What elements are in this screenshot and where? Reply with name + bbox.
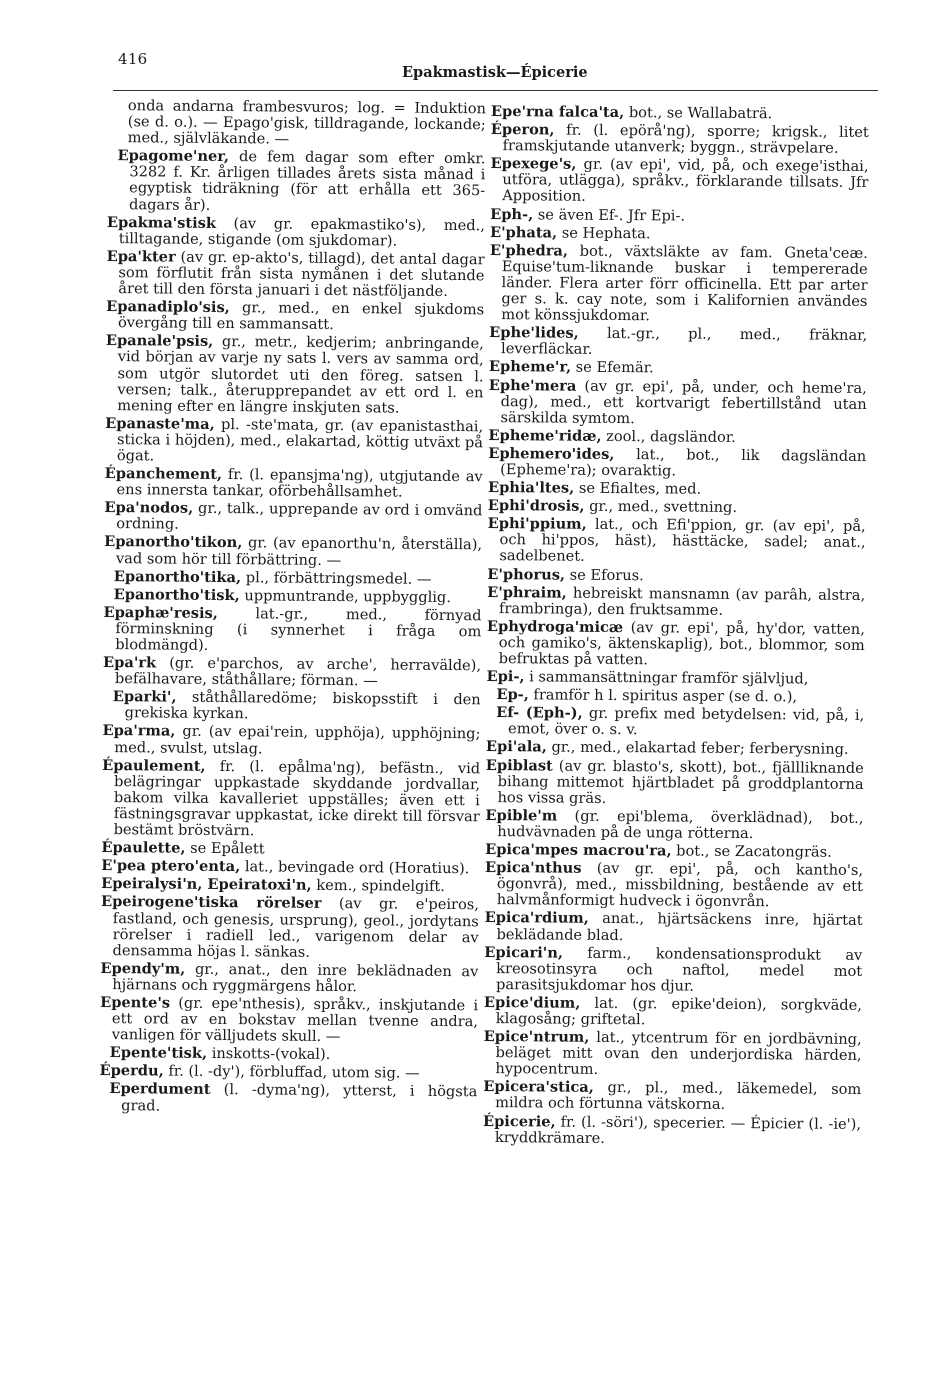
entry-headword: Ephe'mera: [488, 376, 577, 395]
dictionary-entry: [483, 1114, 861, 1149]
dictionary-entry: [487, 567, 865, 586]
entry-definition: gr., talk., upprepande av ord i omvänd ordning.: [116, 500, 483, 533]
dictionary-entry: [103, 605, 481, 657]
dictionary-entry: [488, 498, 866, 517]
dictionary-entry: [487, 516, 865, 567]
entry-definition: i sammansättningar framför självljud,: [524, 668, 809, 688]
dictionary-entry: [100, 995, 478, 1047]
entry-headword: Epicera'stica,: [483, 1078, 594, 1097]
entry-definition: (av gr. ep-akto's, tillagd), det antal dagar som förflutit från sista nymånen i det slutande året till den första januari i det nästföljande.: [118, 248, 485, 301]
entry-definition: se Eforus.: [564, 566, 644, 584]
entry-definition: gr., med., svettning.: [584, 497, 738, 517]
entry-definition: lat.-gr., med., förnyad förminskning (i synnerhet i fråga om blodmängd).: [115, 604, 482, 654]
entry-definition: (av gr. blasto's, skott), bot., fjällliknande bihang mittemot hjärtbladet på groddplantorna hos vissa gräs.: [497, 757, 864, 807]
entry-headword: Epa'nodos,: [104, 499, 194, 518]
dictionary-entry: [101, 876, 479, 895]
entry-definition: zool., dagsländor.: [601, 427, 736, 446]
entry-headword: Ephe'lides,: [489, 324, 579, 342]
entry-headword: Epica'mpes macrou'ra,: [485, 841, 672, 860]
entry-definition: gr., anat., den inre beklädnaden av hjärnans och ryggmärgens hålor.: [112, 960, 479, 996]
entry-definition: gr. prefix med betydelsen: vid, på, i, emot, över o. s. v.: [508, 705, 865, 739]
entry-definition: (l. -dyma'ng), ytterst, i högsta grad.: [121, 1081, 478, 1115]
entry-definition: (gr. e'parchos, av arche', herravälde), befälhavare, ståthållare; förman. —: [114, 654, 482, 690]
entry-definition: uppmuntrande, uppbygglig.: [239, 586, 452, 606]
dictionary-entry: [489, 359, 867, 378]
dictionary-entry: [104, 569, 482, 588]
entry-headword: Epakma'stisk: [106, 213, 217, 232]
header-rule: [113, 90, 878, 91]
entry-definition: (av gr. e'peiros, fastland, och genesis, ursprung), geol., jordytans rörelser i radiell led., varigenom delar av densamma höjas l. sänkas.: [112, 895, 480, 961]
dictionary-entry: [489, 243, 868, 326]
entry-definition: lat., bevingade ord (Horatius).: [240, 858, 470, 878]
entry-headword: Ephi'drosis,: [487, 497, 585, 515]
entry-headword: Epa'rk: [102, 654, 157, 672]
entry-headword: Épaulette,: [101, 839, 186, 857]
dictionary-entry: [489, 325, 867, 360]
entry-headword: E'pea ptero'enta,: [101, 857, 241, 876]
entry-definition: (gr. epi'blema, överklädnad), bot., hudvävnaden på de unga rötterna.: [497, 807, 864, 843]
entry-definition: (av gr. epi', på, under, och heme'ra, dag), med., ett kortvarigt febertillstånd utan särskilda symtom.: [500, 377, 867, 427]
entry-definition: lat., och Efi'ppion, gr. (av epi', på, och hi'ppos, häst), hästtäcke, sadel; anat., sadelbenet.: [499, 516, 866, 566]
entry-definition: fr. (l. epansjma'ng), utgjutande av ens innersta tankar, oförbehållsamhet.: [116, 466, 483, 501]
dictionary-entry: [485, 758, 863, 809]
entry-definition: (av gr. epakmastiko's), med., tilltagande, stigande (om sjukdomar).: [118, 214, 485, 250]
entry-definition: anat., hjärtsäckens inre, hjärtat beklädande blad.: [496, 910, 863, 944]
entry-definition: gr. (av epanorthu'n, återställa), vad som hör till förbättring. —: [115, 534, 483, 569]
entry-definition: gr., med., elakartad feber; ferberysning.: [546, 738, 849, 759]
entry-definition: kem., spindelgift.: [311, 877, 446, 896]
entry-headword: Epeirogene'tiska rörelser: [100, 893, 322, 913]
entry-definition: se Hephata.: [557, 224, 651, 242]
entry-headword: Epica'rdium,: [484, 909, 589, 928]
entry-headword: Epanortho'tika,: [113, 567, 242, 586]
entry-definition: se Efialtes, med.: [574, 479, 702, 498]
dictionary-entry: [488, 446, 866, 481]
entry-headword: Epeiralysi'n, Epeiratoxi'n,: [101, 875, 312, 895]
entry-headword: Épaulement,: [102, 756, 206, 775]
entry-headword: E'phraim,: [487, 583, 567, 602]
entry-definition: gr. (av epi', vid, på, och exege'isthai, utföra, utlägga), språkv., förklarande tillsats. Jfr Apposition.: [502, 155, 869, 206]
dictionary-entry: [484, 910, 862, 945]
entry-headword: Ephydroga'micæ: [486, 617, 624, 636]
entry-definition: framför h l. spiritus asper (se d. o.),: [528, 686, 798, 706]
entry-definition: pl., förbättringsmedel. —: [241, 568, 432, 588]
dictionary-entry: [488, 377, 866, 428]
entry-definition: lat.-gr., pl., med., fräknar, leverfläckar.: [501, 324, 868, 359]
right-column: [483, 104, 869, 1151]
entry-headword: Epheme'r,: [488, 358, 572, 377]
entry-headword: Epheme'ridæ,: [488, 426, 602, 445]
dictionary-entry: [107, 215, 485, 250]
entry-definition: gr., metr., kedjerim; anbringande, vid början av varje ny sats l. vers av samma ord, som utgör slutordet uti den föreg. satsen l. versen; talk., återupprepandet av ett ord l. en mening efter en längre inskjuten sats.: [117, 333, 484, 417]
entry-definition: fr. (l. epålma'ng), befästn., vid belägringar uppkastade skyddande jordvallar, bakom vilka kavalleriet uppställes; även ett i fästningsgravar uppkastat, icke direkt till försvar bestämt bröstvärn.: [113, 757, 481, 840]
entry-definition: gr., med., en enkel sjukdoms övergång till en sammansatt.: [117, 299, 485, 334]
entry-headword: Epiblast: [485, 756, 553, 775]
entry-headword: E'phedra,: [489, 241, 569, 260]
entry-headword: Epicari'n,: [484, 943, 564, 962]
dictionary-entry: [105, 416, 483, 468]
entry-headword: E'phorus,: [487, 565, 566, 584]
page-number: 416: [118, 50, 148, 68]
entry-definition: (gr. epe'nthesis), språkv., inskjutande i ett ord av en bokstav mellan tvenne andra, vanligen för välljudets skull. —: [111, 994, 479, 1046]
dictionary-entry: [485, 808, 863, 843]
entry-headword: Éperon,: [490, 121, 555, 139]
entry-headword: Epice'dium,: [483, 993, 581, 1012]
entry-headword: Epa'rma,: [102, 722, 176, 741]
dictionary-entry: [105, 466, 483, 501]
entry-headword: E'phata,: [489, 223, 558, 242]
dictionary-entry: [491, 104, 869, 123]
dictionary-entry: [104, 500, 482, 535]
running-head: Epakmastisk—Épicerie: [402, 64, 588, 81]
dictionary-entry: [486, 739, 864, 758]
entry-headword: Epanadiplo'sis,: [106, 298, 230, 317]
entry-headword: Eperdument: [109, 1080, 211, 1099]
entry-headword: Epanortho'tikon,: [104, 533, 243, 552]
dictionary-entry: [486, 687, 864, 706]
left-column: [99, 98, 486, 1119]
dictionary-entry: [102, 723, 480, 758]
entry-definition: bot., växtsläkte av fam. Gneta'ceæ. Equise'tum-liknande buskar i tempererade länder. Flera arter förr officinella. Ett par arter ger s. k. cay note, som i Kalifornien användes mot könssjukdomar.: [501, 242, 868, 325]
dictionary-entry: [101, 840, 479, 859]
entry-headword: Epexege's,: [490, 155, 577, 173]
entry-headword: Epanale'psis,: [105, 332, 214, 351]
entry-definition: se Epålett: [185, 839, 265, 858]
dictionary-entry: [487, 585, 865, 620]
dictionary-entry: [486, 705, 864, 740]
dictionary-entry: [483, 1029, 861, 1080]
entry-definition: bot., se Zacatongräs.: [671, 842, 832, 861]
entry-headword: Ephi'ppium,: [487, 515, 587, 534]
entry-headword: Epaphæ'resis,: [103, 603, 218, 622]
entry-headword: Eparki',: [112, 688, 177, 706]
entry-definition: (av gr. epi', på, hy'dor, vatten, och gamiko's, äktenskaplig), bot., blommor, som befruktas på vatten.: [498, 618, 865, 669]
dictionary-entry: [103, 689, 481, 724]
dictionary-entry: [490, 207, 868, 226]
entry-headword: Epanaste'ma,: [105, 414, 215, 433]
dictionary-entry: [101, 858, 479, 877]
entry-definition: fr. (l. -söri'), specerier. — Épicier (l. -ie'), kryddkrämare.: [494, 1113, 862, 1147]
dictionary-entry: [99, 1063, 477, 1082]
entry-definition: inskotts-(vokal).: [207, 1045, 331, 1064]
entry-definition: gr., pl., med., läkemedel, som mildra och förtunna vätskorna.: [495, 1079, 862, 1114]
dictionary-entry: [106, 299, 484, 334]
entry-headword: Épanchement,: [104, 465, 223, 484]
dictionary-entry: [100, 961, 478, 996]
dictionary-entry: [485, 842, 863, 861]
dictionary-entry: [105, 333, 484, 417]
dictionary-entry: [104, 587, 482, 606]
entry-headword: Ep-,: [496, 686, 529, 704]
dictionary-entry: [484, 945, 862, 996]
entry-headword: Epagome'ner,: [117, 147, 230, 166]
entry-definition: (av gr. epi', på, och kantho's, ögonvrå), med., missbildning, bestående av ett halvmånformigt hudveck i ögonvrån.: [496, 859, 864, 911]
dictionary-entry: [487, 619, 865, 670]
dictionary-entry: [485, 860, 863, 911]
entry-headword: Epice'ntrum,: [483, 1028, 590, 1046]
entry-headword: Epente'tisk,: [109, 1044, 208, 1063]
entry-definition: onda andarna frambesvuros; log. = Induktion (se d. o.). — Epago'gisk, tilldragande, lockande; med., självläkande. —: [127, 97, 486, 148]
entry-definition: ståthållaredöme; biskopsstift i den grekiska kyrkan.: [124, 688, 481, 723]
entry-headword: Eph-,: [490, 205, 534, 223]
dictionary-entry: [106, 249, 484, 301]
dictionary-entry: [483, 1079, 861, 1114]
entry-definition: farm., kondensationsprodukt av kreosotinsyra och naftol, medel mot parasitsjukdomar hos djur.: [496, 944, 863, 995]
dictionary-entry: [108, 98, 486, 150]
entry-definition: bot., se Wallabaträ.: [624, 104, 773, 123]
entry-definition: de fem dagar som efter omkr. 3282 f. Kr. årligen tillades årets sista månad i egyptisk tidräkning (för att erhålla ett 365-dagars år).: [128, 148, 486, 214]
entry-definition: fr. (l. epörå'ng), sporre; krigsk., litet framskjutande utanverk; byggn., strävpelare.: [502, 121, 869, 157]
dictionary-entry: [490, 225, 868, 244]
entry-headword: Epente's: [100, 993, 171, 1012]
entry-headword: Epe'rna falca'ta,: [490, 103, 625, 122]
entry-definition: pl. -ste'mata, gr. (av epanistasthai, sticka i höjden), med., elakartad, köttig utväxt på ögat.: [116, 415, 484, 465]
entry-headword: Éperdu,: [99, 1062, 164, 1080]
entry-headword: Epible'm: [485, 806, 558, 825]
entry-headword: Ependy'm,: [100, 959, 186, 978]
entry-definition: hebreiskt mansnamn (av parâh, alstra, frambringa), den fruktsamme.: [498, 584, 866, 619]
entry-definition: lat. (gr. epike'deion), sorgkväde, klagosång; griftetal.: [495, 994, 862, 1029]
dictionary-entry: [103, 655, 481, 690]
entry-headword: Epica'nthus: [484, 859, 582, 877]
dictionary-entry: [484, 995, 862, 1030]
dictionary-entry: [490, 156, 868, 207]
entry-definition: se Efemär.: [571, 359, 654, 377]
dictionary-entry: [102, 758, 481, 842]
entry-headword: Ephia'ltes,: [487, 479, 575, 497]
dictionary-entry: [488, 480, 866, 499]
entry-headword: Epa'kter: [106, 247, 176, 266]
entry-headword: Epi'ala,: [485, 738, 547, 756]
entry-definition: gr. (av epai'rein, upphöja), upphöjning; med., svulst, utslag.: [114, 723, 481, 757]
dictionary-entry: [488, 428, 866, 447]
entry-definition: lat., ytcentrum för en jordbävning, beläget mitt ovan den underjordiska härden, hypocentrum.: [495, 1028, 862, 1079]
dictionary-entry: [104, 534, 482, 569]
entry-definition: lat., bot., lik dagsländan (Epheme'ra); ovaraktig.: [500, 445, 867, 480]
entry-definition: fr. (l. -dy'), förbluffad, utom sig. —: [163, 1062, 420, 1083]
entry-headword: Epanortho'tisk,: [113, 585, 240, 604]
dictionary-entry: [491, 122, 869, 157]
dictionary-entry: [107, 148, 486, 216]
entry-definition: se även Ef-. Jfr Epi-.: [533, 205, 686, 225]
dictionary-entry: [99, 1081, 477, 1116]
entry-headword: Épicerie,: [482, 1112, 556, 1131]
entry-headword: Epi-,: [486, 668, 525, 686]
entry-headword: Ephemero'ides,: [488, 444, 615, 463]
entry-headword: Ef- (Eph-),: [496, 704, 583, 723]
dictionary-entry: [486, 669, 864, 688]
dictionary-entry: [100, 894, 479, 962]
